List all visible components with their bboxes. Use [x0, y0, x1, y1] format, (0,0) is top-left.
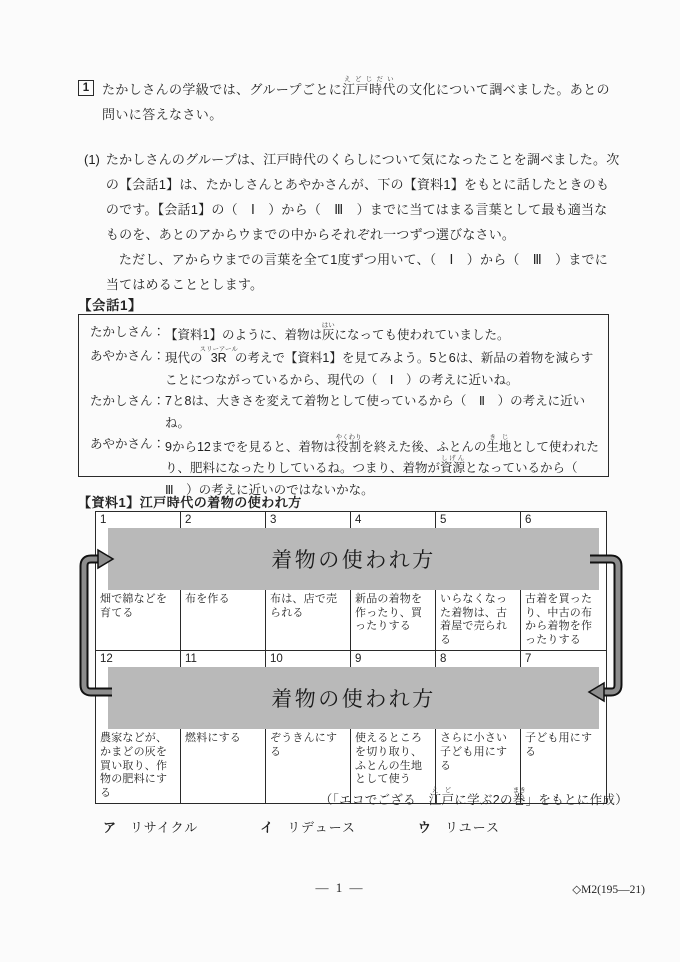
- conversation-title: 【会話1】: [78, 298, 143, 313]
- cell-number: 7: [525, 653, 532, 666]
- cell-number: 1: [100, 514, 107, 526]
- page-number: — 1 —: [315, 880, 365, 895]
- source-citation: （「エコでござる 江戸えどに学ぶ2の巻まき」をもとに作成）: [319, 787, 628, 807]
- cell-number: 6: [525, 514, 532, 526]
- option-i: [260, 817, 356, 836]
- document-code: ◇M2(195—21): [572, 884, 645, 896]
- speaker-name: たかしさん：: [90, 394, 166, 409]
- cell-description: 燃料にする: [185, 732, 241, 745]
- conversation-box: [78, 314, 609, 497]
- cell-description: 古着を買ったり、中古の布から着物を作ったりする: [525, 593, 593, 646]
- speaker-name: たかしさん：: [90, 325, 166, 339]
- cell-description: 使えるところを切り取り、ふとんの生地として使う: [355, 732, 423, 786]
- option-u-label: ウ: [417, 820, 432, 835]
- cell-description: 畑で綿などを育てる: [100, 593, 168, 619]
- cell-number: 3: [270, 514, 277, 526]
- question-1-note: ただし、アからウまでの言葉を全て1度ずつ用いて、（ Ⅰ ）から（ Ⅲ ）までに当てはめることとします。: [105, 252, 608, 292]
- cell-description: 農家などが、かまどの灰を買い取り、作物の肥料にする: [100, 732, 168, 799]
- option-a: [103, 817, 198, 836]
- option-i-text: リデュース: [287, 820, 356, 835]
- cell-description: 布は、店で売られる: [270, 593, 338, 619]
- cycle-arrow-left-icon: [78, 528, 116, 698]
- speech-text: 現代の3Rスリーアールの考えで【資料1】を見てみよう。5と6は、新品の着物を減らすことにつながっているから、現代の（ Ⅰ ）の考えに近いね。: [165, 346, 594, 387]
- grayed-image-band: 着物の使われ方: [108, 667, 599, 729]
- cycle-arrow-right-icon: [586, 528, 624, 698]
- option-a-text: リサイクル: [130, 820, 199, 835]
- speech-text: 【資料1】のように、着物は灰はいになっても使われていました。: [165, 322, 510, 342]
- question-number: 1: [82, 82, 90, 94]
- cell-description: さらに小さい子ども用にする: [440, 732, 508, 772]
- cell-description: いらなくなった着物は、古着屋で売られる: [440, 593, 508, 646]
- option-u-text: リユース: [444, 820, 501, 835]
- grayed-image-band: 着物の使われ方: [108, 528, 599, 590]
- question-1-text: たかしさんのグループは、江戸時代のくらしについて気になったことを調べました。次の【会話1】は、たかしさんとあやかさんが、下の【資料1】をもとに話したときのものです。【会話1】の（ Ⅰ ）から（ Ⅲ ）までに当てはまる言葉として最も適当なものを、あとのアからウまでの中からそれぞれ一つずつ選びなさい。: [105, 152, 620, 242]
- cell-number: 9: [355, 653, 362, 666]
- question-block-header: [78, 76, 623, 127]
- answer-options: [103, 817, 500, 836]
- conversation-line: [90, 346, 599, 391]
- speech-text: 7と8は、大きさを変えて着物として使っているから（ Ⅱ ）の考えに近いね。: [165, 394, 586, 430]
- option-i-label: イ: [260, 820, 275, 835]
- speaker-name: あやかさん：: [90, 437, 166, 452]
- speech-text: 9から12までを見ると、着物は役割やくわりを終えた後、ふとんの生地きじとして使われたり、肥料になったりしているね。つまり、着物が資源しげんとなっているから（ Ⅲ ）の考えに近いのではないかな。: [165, 434, 599, 497]
- question-1: [84, 147, 620, 297]
- question-number-box: [78, 80, 94, 96]
- kimono-table-row-12-7: [96, 650, 606, 803]
- question-1-label: (1): [84, 152, 100, 167]
- cell-description: 布を作る: [185, 593, 230, 605]
- conversation-line: [90, 322, 599, 346]
- intro-text: たかしさんの学級では、グループごとに江戸時代えどじだいの文化について調べました。あとの問いに答えなさい。: [102, 76, 610, 122]
- cell-number: 8: [440, 653, 447, 666]
- question-1-body: [106, 147, 620, 297]
- cell-number: 10: [270, 653, 283, 666]
- conversation-line: [90, 391, 599, 434]
- cell-number: 4: [355, 514, 362, 526]
- material-1-title: 【資料1】江戸時代の着物の使われ方: [78, 495, 302, 510]
- cell-description: 新品の着物を作ったり、買ったりする: [355, 593, 423, 633]
- option-a-label: ア: [103, 820, 118, 835]
- cell-number: 11: [185, 653, 197, 666]
- cell-number: 12: [100, 653, 113, 666]
- cell-number: 2: [185, 514, 192, 526]
- kimono-table-row-1-6: [96, 512, 606, 650]
- option-u: [418, 817, 500, 836]
- kimono-usage-table: [95, 511, 607, 804]
- cell-description: 子ども用にする: [525, 732, 593, 758]
- speaker-name: あやかさん：: [90, 349, 166, 364]
- cell-number: 5: [440, 514, 447, 526]
- cell-description: ぞうきんにする: [270, 732, 338, 758]
